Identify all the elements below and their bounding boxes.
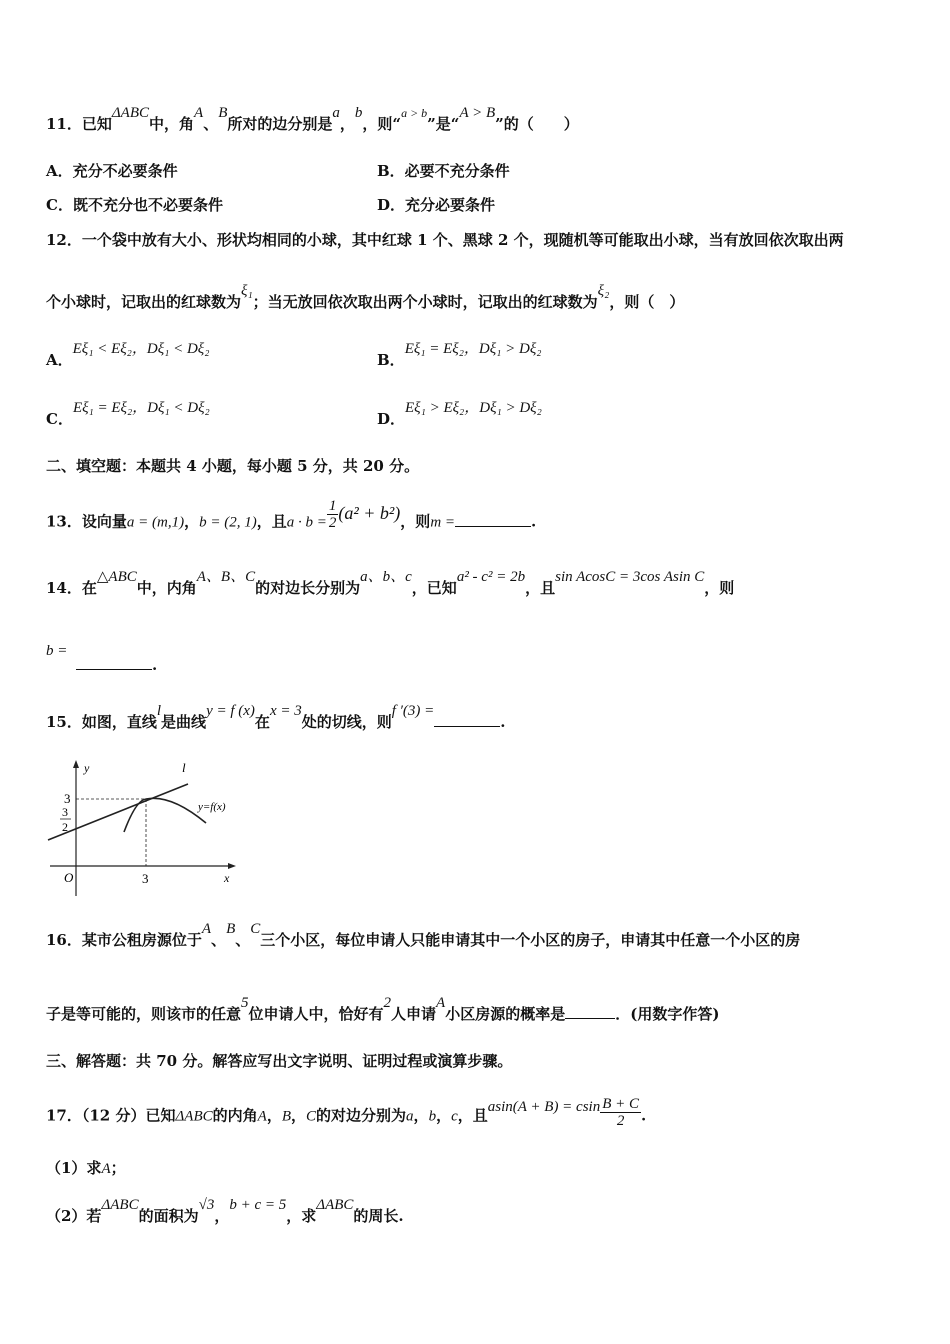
q11-option-a: A．充分不必要条件 [46,162,178,180]
q13-stem: 13．设向量a = (m,1)，b = (2, 1)，且a · b = $\frac{1}{2}$ (a² + b²)，则m = . [46,498,537,531]
x-tick-3: 3 [142,871,149,886]
q16-stem-line2: 子是等可能的，则该市的任意5位申请人中，恰好有2人申请A小区房源的概率是 ．(用数字作答) [46,995,720,1023]
y-tick-3: 3 [64,791,71,806]
y-axis-arrow [73,760,79,768]
q12-option-b: B．Eξ₁ = Eξ₂，Dξ₁ > Dξ₂ [377,341,542,369]
x-axis-arrow [228,863,236,869]
section-3-heading: 三、解答题：共 70 分。解答应写出文字说明、证明过程或演算步骤。 [46,1052,513,1070]
curve-y-fx [124,798,206,832]
q12-stem-line2: 个小球时，记取出的红球数为ξ₁；当无放回依次取出两个小球时，记取出的红球数为ξ₂，则（ ） [46,283,685,311]
y-tick-3-over-2-den: 2 [62,820,68,834]
q11-option-b: B．必要不充分条件 [377,162,510,180]
q12-option-c: C．Eξ₁ = Eξ₂，Dξ₁ < Dξ₂ [46,400,210,428]
q12-option-a: A．Eξ₁ < Eξ₂，Dξ₁ < Dξ₂ [46,341,210,369]
q11-option-d: D．充分必要条件 [377,196,496,214]
q17-part-1: （1）求A； [46,1159,126,1177]
section-2-heading: 二、填空题：本题共 4 小题，每小题 5 分，共 20 分。 [46,457,420,475]
x-axis-label: x [224,871,230,885]
origin-label: O [64,870,74,885]
q16-answer-blank[interactable] [565,1004,615,1019]
q13-answer-blank[interactable] [455,512,531,527]
y-axis-label: y [84,761,90,775]
q15-graph [46,756,246,902]
line-l-label: l [182,760,186,775]
q15-stem: 15．如图，直线l是曲线y = f (x)在x = 3处的切线，则f ′(3) =. [46,703,506,731]
q14-blank-row: . [76,655,157,675]
q14-answer-blank[interactable] [76,655,152,670]
q17-fraction: $\frac{B + C}{2}$ [602,1096,640,1129]
q13-fraction: $\frac{1}{2}$ [328,498,337,531]
q12-stem-line1: 12．一个袋中放有大小、形状均相同的小球，其中红球 1 个、黑球 2 个，现随机等可能取出小球，当有放回依次取出两 [46,231,844,249]
q15-answer-blank[interactable] [434,712,500,727]
q14-stem: 14．在△ABC中，内角A、B、C的对边长分别为a、b、c，已知a² - c² = 2b，且sin AcosC = 3cos Asin C，则 [46,569,735,597]
q17-stem: 17．（12 分）已知ΔABC的内角A，B，C的对边分别为a，b，c，且asin(A + B) = csin $\frac{B + C}{2}$ . [46,1096,647,1129]
curve-label: y=f(x) [198,801,226,813]
y-tick-3-over-2-num: 3 [62,805,68,819]
q12-option-d: D．Eξ₁ > Eξ₂，Dξ₁ > Dξ₂ [377,400,542,428]
q16-stem-line1: 16．某市公租房源位于A、B、C三个小区，每位申请人只能申请其中一个小区的房子，申请其中任意一个小区的房 [46,921,801,949]
q17-part-2: （2）若ΔABC的面积为√3，b + c = 5，求ΔABC的周长. [46,1197,404,1225]
q11-option-c: C．既不充分也不必要条件 [46,196,223,214]
q14-answer-line: b = [46,643,68,659]
q11-stem: 11．已知ΔABC中，角A、B所对的边分别是a，b，则“$^{a > b}$”是“A > B”的（ ） [46,105,579,133]
